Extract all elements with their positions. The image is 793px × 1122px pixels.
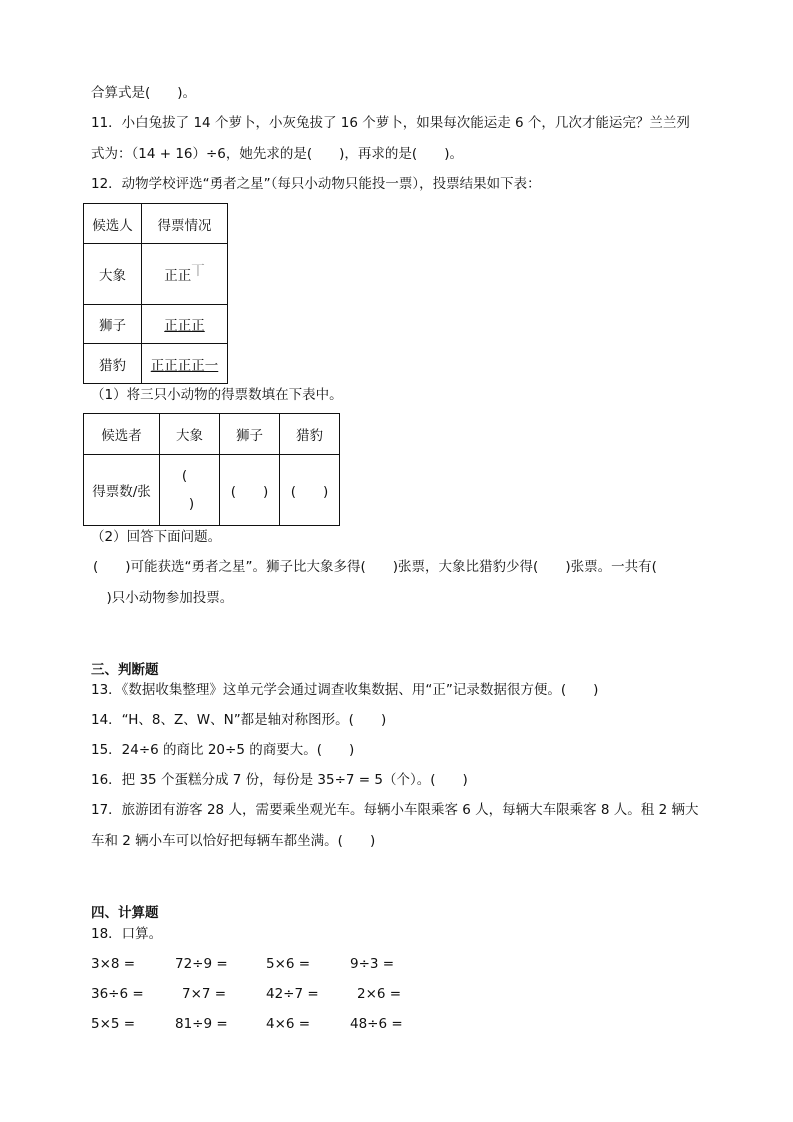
row-label: 得票数/张 (84, 455, 160, 526)
header-cell: 大象 (160, 414, 220, 455)
tally-cell (142, 244, 228, 305)
oral-item: 81÷9 = (175, 1016, 228, 1032)
header-cell: 候选者 (84, 414, 160, 455)
candidate-name: 大象 (84, 244, 142, 305)
header-cell: 得票情况 (142, 204, 228, 244)
judge-15: 15．24÷6 的商比 20÷5 的商要大。( ) (91, 742, 355, 758)
oral-item: 5×5 = (91, 1016, 136, 1032)
judge-13: 13．《数据收集整理》这单元学会通过调查收集数据、用“正”记录数据很方便。( ) (91, 682, 599, 698)
tally-marks: 正正正正一 (142, 344, 228, 384)
count-table (83, 413, 340, 526)
q10-tail: 合算式是( )。 (91, 85, 197, 101)
oral-item: 5×6 = (266, 956, 311, 972)
oral-item: 72÷9 = (175, 956, 228, 972)
tally-partial: 丅 (191, 263, 205, 279)
section-3-heading: 三、判断题 (91, 662, 159, 678)
judge-17-line1: 17．旅游团有游客 28 人，需要乘坐观光车。每辆小车限乘客 6 人，每辆大车限乘客 8 人。租 2 辆大 (91, 802, 699, 818)
oral-item: 7×7 = (182, 986, 227, 1002)
q11-line1: 11．小白兔拔了 14 个萝卜，小灰兔拔了 16 个萝卜，如果每次能运走 6 个，几次才能运完？兰兰列 (91, 115, 690, 131)
paren-open: ( (181, 468, 188, 484)
tally-marks: 正正正 (142, 305, 228, 344)
oral-item: 48÷6 = (350, 1016, 403, 1032)
section-4-heading: 四、计算题 (91, 905, 159, 921)
tally-marks: 正正 (164, 268, 192, 284)
sub-question-1: （1）将三只小动物的得票数填在下表中。 (91, 387, 343, 403)
oral-item: 36÷6 = (91, 986, 144, 1002)
sub-question-2: （2）回答下面问题。 (91, 529, 222, 545)
sub2-line2: )只小动物参加投票。 (93, 590, 234, 606)
answer-blank-elephant[interactable] (160, 455, 220, 526)
paren-close: ) (188, 496, 195, 512)
sub2-line1: ( )可能获选“勇者之星”。狮子比大象多得( )张票，大象比猎豹少得( )张票。一共有( (93, 559, 657, 575)
judge-17-line2: 车和 2 辆小车可以恰好把每辆车都坐满。( ) (91, 833, 376, 849)
oral-item: 4×6 = (266, 1016, 311, 1032)
answer-blank-lion[interactable]: ( ) (220, 455, 280, 526)
oral-item: 2×6 = (357, 986, 402, 1002)
oral-item: 42÷7 = (266, 986, 319, 1002)
tally-table (83, 203, 228, 384)
q11-line2: 式为：（14 + 16）÷6，她先求的是( )，再求的是( )。 (91, 146, 463, 162)
q12-text: 12．动物学校评选“勇者之星”（每只小动物只能投一票），投票结果如下表： (91, 176, 541, 192)
judge-16: 16．把 35 个蛋糕分成 7 份，每份是 35÷7 = 5（个）。( ) (91, 772, 468, 788)
header-cell: 候选人 (84, 204, 142, 244)
oral-item: 3×8 = (91, 956, 136, 972)
oral-item: 9÷3 = (350, 956, 395, 972)
header-cell: 猎豹 (280, 414, 340, 455)
q18-text: 18．口算。 (91, 926, 163, 942)
candidate-name: 猎豹 (84, 344, 142, 384)
candidate-name: 狮子 (84, 305, 142, 344)
judge-14: 14．“H、8、Z、W、N”都是轴对称图形。( ) (91, 712, 387, 728)
answer-blank-cheetah[interactable]: ( ) (280, 455, 340, 526)
header-cell: 狮子 (220, 414, 280, 455)
